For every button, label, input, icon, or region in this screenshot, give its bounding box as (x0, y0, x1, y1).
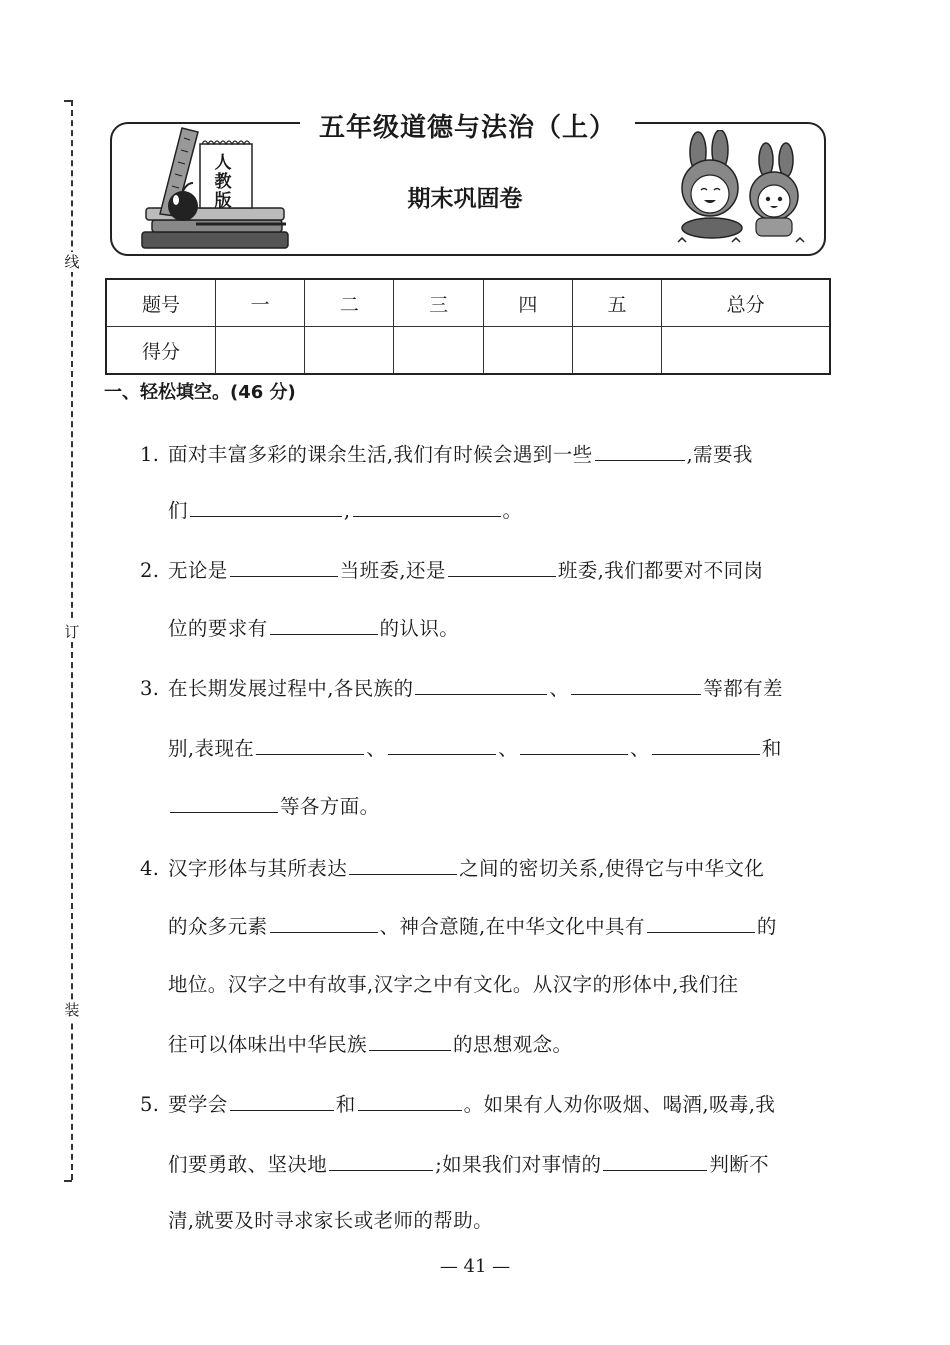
question-4-line-1 (140, 852, 840, 884)
edition-stamp-char-3: 版 (214, 191, 232, 211)
question-text: 们要勇敢、坚决地 (168, 1153, 328, 1176)
question-3-line-2 (168, 732, 840, 764)
question-text: 地位。汉字之中有故事,汉字之中有文化。从汉字的形体中,我们往 (168, 973, 739, 996)
binding-tick-top (64, 100, 72, 102)
question-text: 班委,我们都要对不同岗 (557, 559, 764, 582)
binding-label-xian: 线 (62, 252, 82, 272)
question-text: ;如果我们对事情的 (435, 1153, 602, 1176)
question-2-line-2 (168, 612, 840, 644)
page-subtitle: 期末巩固卷 (407, 186, 523, 212)
binding-tick-bottom (64, 1180, 72, 1182)
question-text: 。 (502, 499, 523, 522)
binding-label-zhuang: 装 (62, 1000, 82, 1020)
fill-blank[interactable] (358, 1088, 462, 1111)
table-cell: 三 (394, 279, 483, 327)
question-text: ,需要我 (686, 443, 753, 466)
page-title: 五年级道德与法治（上） (300, 108, 635, 148)
question-3-line-3 (168, 790, 840, 822)
question-text: 判断不 (709, 1153, 770, 1176)
table-cell: 一 (216, 279, 305, 327)
table-cell: 二 (305, 279, 394, 327)
question-text: 、 (366, 737, 387, 760)
fill-blank[interactable] (256, 732, 364, 755)
fill-blank[interactable] (388, 732, 496, 755)
fill-blank[interactable] (270, 910, 378, 933)
question-number: 1. (140, 443, 160, 466)
question-number: 5. (140, 1093, 160, 1116)
question-text: 、 (498, 737, 519, 760)
question-4-line-2 (168, 910, 840, 942)
question-text: 和 (761, 737, 782, 760)
question-text: 汉字形体与其所表达 (168, 857, 348, 880)
table-cell: 得分 (106, 327, 216, 375)
table-cell: 题号 (106, 279, 216, 327)
fill-blank[interactable] (230, 1088, 334, 1111)
table-cell: 总分 (662, 279, 830, 327)
score-input-cell[interactable] (572, 327, 661, 375)
fill-blank[interactable] (353, 494, 501, 517)
fill-blank[interactable] (190, 494, 342, 517)
table-cell: 四 (483, 279, 572, 327)
question-text: 当班委,还是 (339, 559, 446, 582)
question-text: 往可以体味出中华民族 (168, 1033, 368, 1056)
score-input-cell[interactable] (483, 327, 572, 375)
question-number: 4. (140, 857, 160, 880)
score-table-score-row (106, 327, 830, 375)
question-text: 的 (756, 915, 777, 938)
question-text: 之间的密切关系,使得它与中华文化 (459, 857, 765, 880)
fill-blank[interactable] (652, 732, 760, 755)
question-4-line-3 (168, 970, 840, 1000)
question-text: 位的要求有 (168, 617, 268, 640)
question-text: 和 (335, 1093, 356, 1116)
question-text: 等都有差 (703, 677, 783, 700)
table-cell: 五 (572, 279, 661, 327)
score-table (105, 278, 831, 375)
fill-blank[interactable] (520, 732, 628, 755)
question-4-line-4 (168, 1028, 840, 1060)
question-text: 、神合意随,在中华文化中具有 (379, 915, 645, 938)
question-3-line-1 (140, 672, 840, 704)
question-5-line-1 (140, 1088, 840, 1120)
fill-blank[interactable] (647, 910, 755, 933)
question-text: 在长期发展过程中,各民族的 (168, 677, 414, 700)
question-text: 的思想观念。 (453, 1033, 573, 1056)
page-number: — 41 — (439, 1256, 511, 1277)
question-text: 无论是 (168, 559, 228, 582)
binding-label-ding: 订 (62, 622, 82, 642)
question-text: , (343, 499, 351, 522)
question-text: 、 (630, 737, 650, 760)
question-5-line-3 (168, 1206, 840, 1236)
question-text: 们 (168, 499, 188, 522)
bunny-kids-icon (668, 130, 813, 245)
question-5-line-2 (168, 1148, 840, 1180)
fill-blank[interactable] (270, 612, 378, 635)
fill-blank[interactable] (571, 672, 701, 695)
edition-stamp (208, 154, 238, 211)
fill-blank[interactable] (369, 1028, 451, 1051)
fill-blank[interactable] (595, 438, 685, 461)
question-2-line-1 (140, 554, 840, 586)
question-text: 别,表现在 (168, 737, 255, 760)
fill-blank[interactable] (603, 1148, 707, 1171)
question-text: 面对丰富多彩的课余生活,我们有时候会遇到一些 (168, 443, 593, 466)
question-1-line-1 (140, 438, 840, 470)
fill-blank[interactable] (415, 672, 547, 695)
fill-blank[interactable] (230, 554, 338, 577)
score-input-cell[interactable] (216, 327, 305, 375)
fill-blank[interactable] (349, 852, 457, 875)
score-input-cell[interactable] (662, 327, 830, 375)
fill-blank[interactable] (170, 790, 278, 813)
score-table-header-row (106, 279, 830, 327)
fill-blank[interactable] (448, 554, 556, 577)
question-text: 、 (549, 677, 570, 700)
question-text: 要学会 (168, 1093, 228, 1116)
question-text: 。如果有人劝你吸烟、喝酒,吸毒,我 (463, 1093, 776, 1116)
fill-blank[interactable] (329, 1148, 433, 1171)
edition-stamp-char-2: 教 (214, 172, 232, 192)
section-title: 一、轻松填空。(46 分) (104, 382, 296, 403)
edition-stamp-char-1: 人 (214, 153, 232, 173)
question-text: 等各方面。 (280, 795, 380, 818)
question-text: 的认识。 (379, 617, 460, 640)
question-1-line-2 (168, 494, 840, 526)
score-input-cell[interactable] (305, 327, 394, 375)
score-input-cell[interactable] (394, 327, 483, 375)
question-text: 的众多元素 (168, 915, 268, 938)
question-number: 2. (140, 559, 160, 582)
question-text: 清,就要及时寻求家长或老师的帮助。 (168, 1209, 493, 1232)
question-number: 3. (140, 677, 160, 700)
